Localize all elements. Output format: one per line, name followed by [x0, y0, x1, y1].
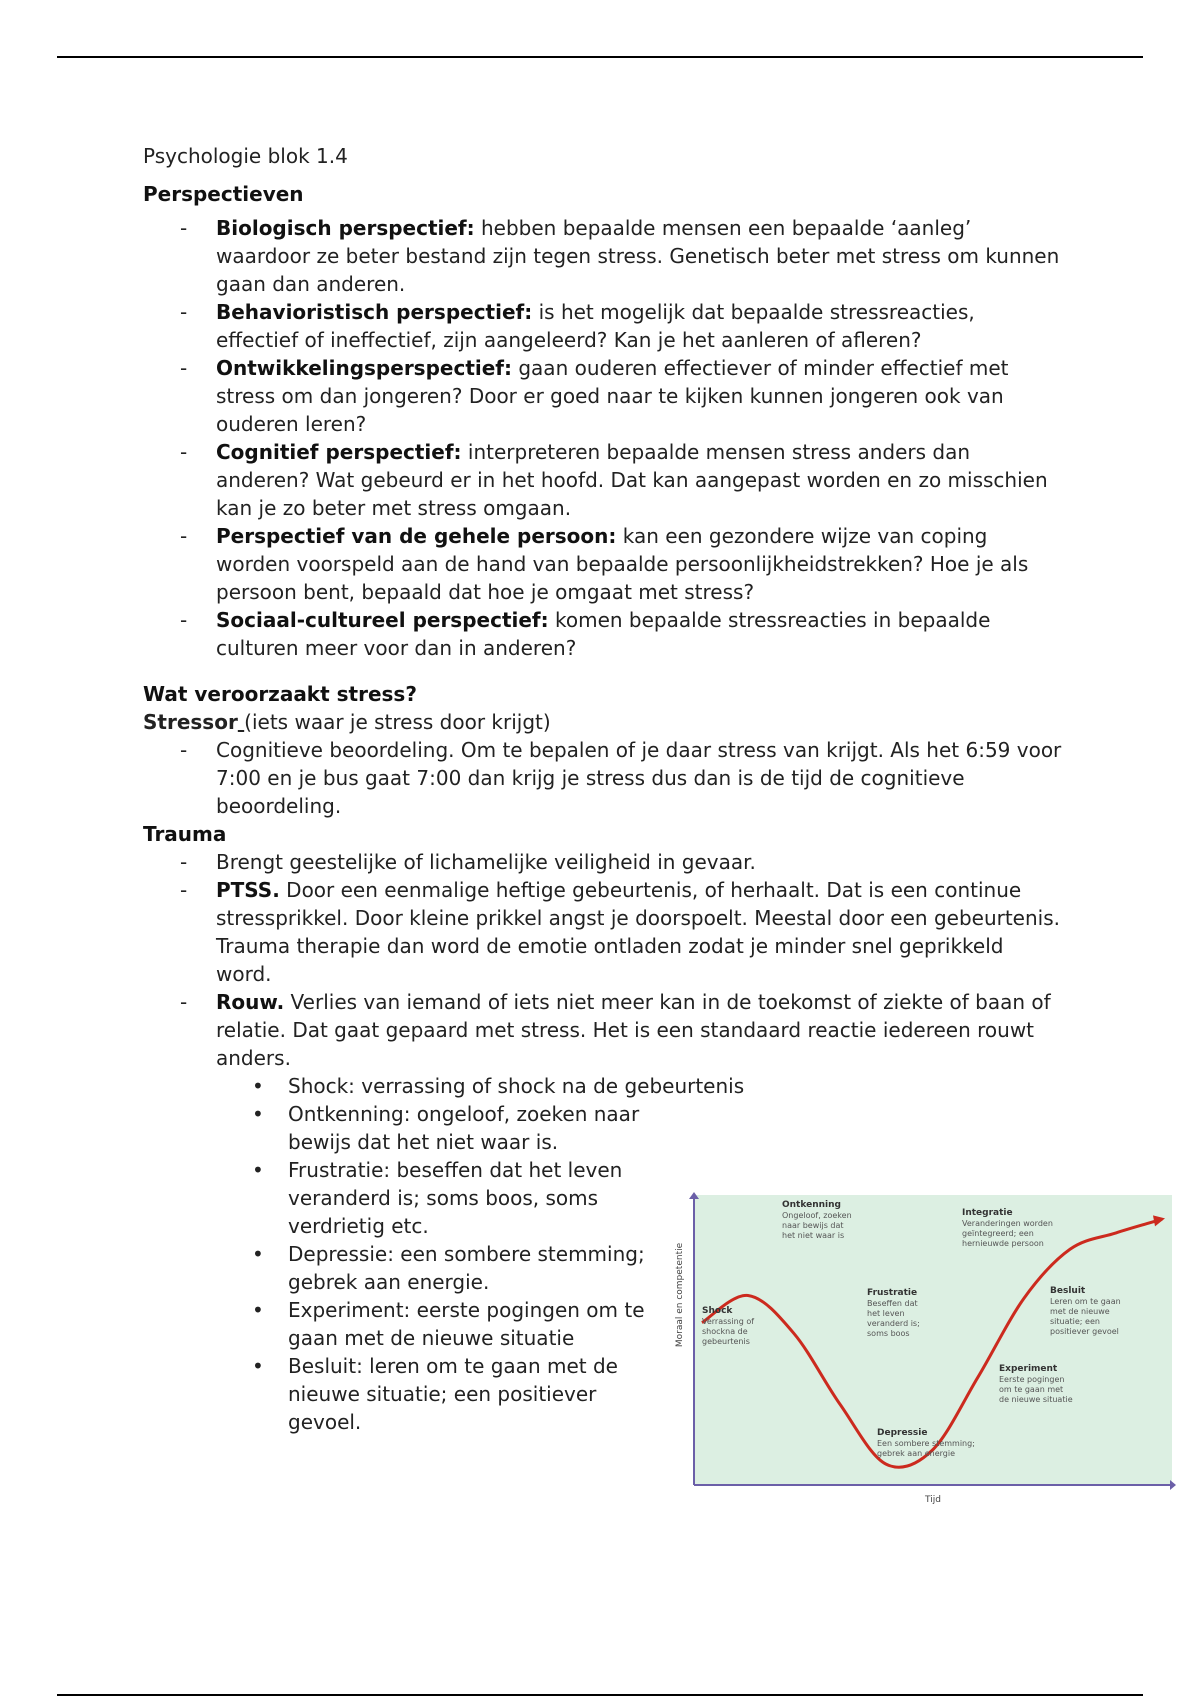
cause-heading: Wat veroorzaakt stress? [143, 682, 417, 706]
term: Cognitief perspectief: [216, 440, 462, 464]
definition: kan een gezondere wijze van coping worden voorspeld aan de hand van bepaalde persoonlijkheidstrekken? Hoe je als persoon bent, bepaald dat hoe je omgaat met stress? [216, 524, 1029, 604]
bottom-rule [57, 1694, 1143, 1696]
annotation-text: gebrek aan energie [877, 1449, 955, 1458]
annotation-text: Eerste pogingen [999, 1375, 1065, 1384]
trauma-heading: Trauma [143, 822, 227, 846]
top-rule [57, 56, 1143, 58]
term: Perspectief van de gehele persoon: [216, 524, 617, 548]
annotation-text: het niet waar is [782, 1231, 845, 1240]
annotation-title: Besluit [1050, 1286, 1086, 1296]
document-title: Psychologie blok 1.4 [143, 144, 348, 168]
annotation-title: Ontkenning [782, 1200, 841, 1210]
annotation-text: Leren om te gaan [1050, 1297, 1121, 1306]
term: Ontwikkelingsperspectief: [216, 356, 512, 380]
annotation-text: positiever gevoel [1050, 1327, 1119, 1336]
annotation-text: situatie; een [1050, 1317, 1100, 1326]
list-item: • Frustratie: beseffen dat het leven veranderd is; soms boos, soms verdrietig etc. [288, 1156, 658, 1240]
perspectives-heading: Perspectieven [143, 182, 304, 206]
stressor-note: (iets waar je stress door krijgt) [244, 710, 551, 734]
term: Rouw. [216, 990, 285, 1014]
definition: interpreteren bepaalde mensen stress anders dan anderen? Wat gebeurd er in het hoofd. Dat kan aangepast worden en zo misschien kan je zo beter met stress omgaan. [216, 440, 1048, 520]
annotation-text: de nieuwe situatie [999, 1395, 1073, 1404]
definition: is het mogelijk dat bepaalde stressreacties, effectief of ineffectief, zijn aangeleerd? Kan je het aanleren of afleren? [216, 300, 975, 352]
stressor-label: Stressor [143, 710, 238, 734]
annotation-text: veranderd is; [867, 1319, 920, 1328]
list-item: • Ontkenning: ongeloof, zoeken naar bewijs dat het niet waar is. [288, 1100, 658, 1156]
trauma-list [143, 848, 1063, 1072]
term: PTSS. [216, 878, 280, 902]
stressor-line [143, 708, 1063, 736]
list-item: - Cognitieve beoordeling. Om te bepalen of je daar stress van krijgt. Als het 6:59 voor 7:00 en je bus gaat 7:00 dan krijg je stress dus dan is de tijd de cognitieve beoordeling. [216, 736, 1063, 820]
stressor-list [143, 736, 1063, 820]
definition: Door een eenmalige heftige gebeurtenis, of herhaalt. Dat is een continue stressprikkel. Door kleine prikkel angst je doorspoelt. Meestal door een gebeurtenis. Trauma therapie dan word de emotie ontladen zodat je minder snel geprikkeld word. [216, 878, 1060, 986]
list-item [216, 606, 1063, 662]
list-item: • Experiment: eerste pogingen om te gaan met de nieuwe situatie [288, 1296, 658, 1352]
annotation-text: geïntegreerd; een [962, 1229, 1034, 1238]
annotation-text: het leven [867, 1309, 905, 1318]
annotation-text: Een sombere stemming; [877, 1439, 975, 1448]
perspectives-list [143, 214, 1063, 662]
x-axis-label: Tijd [925, 1495, 941, 1505]
definition: komen bepaalde stressreacties in bepaalde culturen meer voor dan in anderen? [216, 608, 991, 660]
annotation-text: Verrassing of [702, 1317, 755, 1326]
annotation-text: Veranderingen worden [962, 1219, 1053, 1228]
list-item [216, 522, 1063, 606]
annotation-text: naar bewijs dat [782, 1221, 844, 1230]
definition: Brengt geestelijke of lichamelijke veiligheid in gevaar. [216, 850, 756, 874]
list-item [216, 298, 1063, 354]
definition: gaan ouderen effectiever of minder effectief met stress om dan jongeren? Door er goed naar te kijken kunnen jongeren ook van ouderen leren? [216, 356, 1009, 436]
list-item [216, 876, 1063, 988]
term: Biologisch perspectief: [216, 216, 475, 240]
annotation-title: Frustratie [867, 1288, 918, 1298]
annotation-text: hernieuwde persoon [962, 1239, 1044, 1248]
annotation-text: gebeurtenis [702, 1337, 750, 1346]
y-axis-label: Moraal en competentie [675, 1242, 685, 1348]
rouwcurve-chart [672, 1185, 1177, 1510]
annotation-text: om te gaan met [999, 1385, 1064, 1394]
x-axis-arrow [1170, 1480, 1176, 1490]
annotation-text: shockna de [702, 1327, 748, 1336]
list-item [216, 354, 1063, 438]
list-item [216, 214, 1063, 298]
list-item: • Depressie: een sombere stemming; gebrek aan energie. [288, 1240, 658, 1296]
annotation-text: met de nieuwe [1050, 1307, 1110, 1316]
annotation-text: Beseffen dat [867, 1299, 918, 1308]
list-item: • Besluit: leren om te gaan met de nieuwe situatie; een positiever gevoel. [288, 1352, 658, 1436]
term: Sociaal-cultureel perspectief: [216, 608, 549, 632]
annotation-text: Ongeloof, zoeken [782, 1211, 852, 1220]
definition: hebben bepaalde mensen een bepaalde ‘aanleg’ waardoor ze beter bestand zijn tegen stress. Genetisch beter met stress om kunnen gaan dan anderen. [216, 216, 1060, 296]
annotation-title: Integratie [962, 1208, 1013, 1218]
term: Behavioristisch perspectief: [216, 300, 533, 324]
annotation-title: Shock [702, 1306, 733, 1316]
list-item [216, 988, 1063, 1072]
annotation-title: Depressie [877, 1428, 928, 1438]
definition: Verlies van iemand of iets niet meer kan in de toekomst of ziekte of baan of relatie. Dat gaat gepaard met stress. Het is een standaard reactie iedereen rouwt anders. [216, 990, 1051, 1070]
list-item [216, 438, 1063, 522]
annotation-text: soms boos [867, 1329, 910, 1338]
list-item [216, 848, 1063, 876]
annotation-title: Experiment [999, 1364, 1058, 1374]
list-item: • Shock: verrassing of shock na de gebeurtenis [288, 1072, 1063, 1100]
